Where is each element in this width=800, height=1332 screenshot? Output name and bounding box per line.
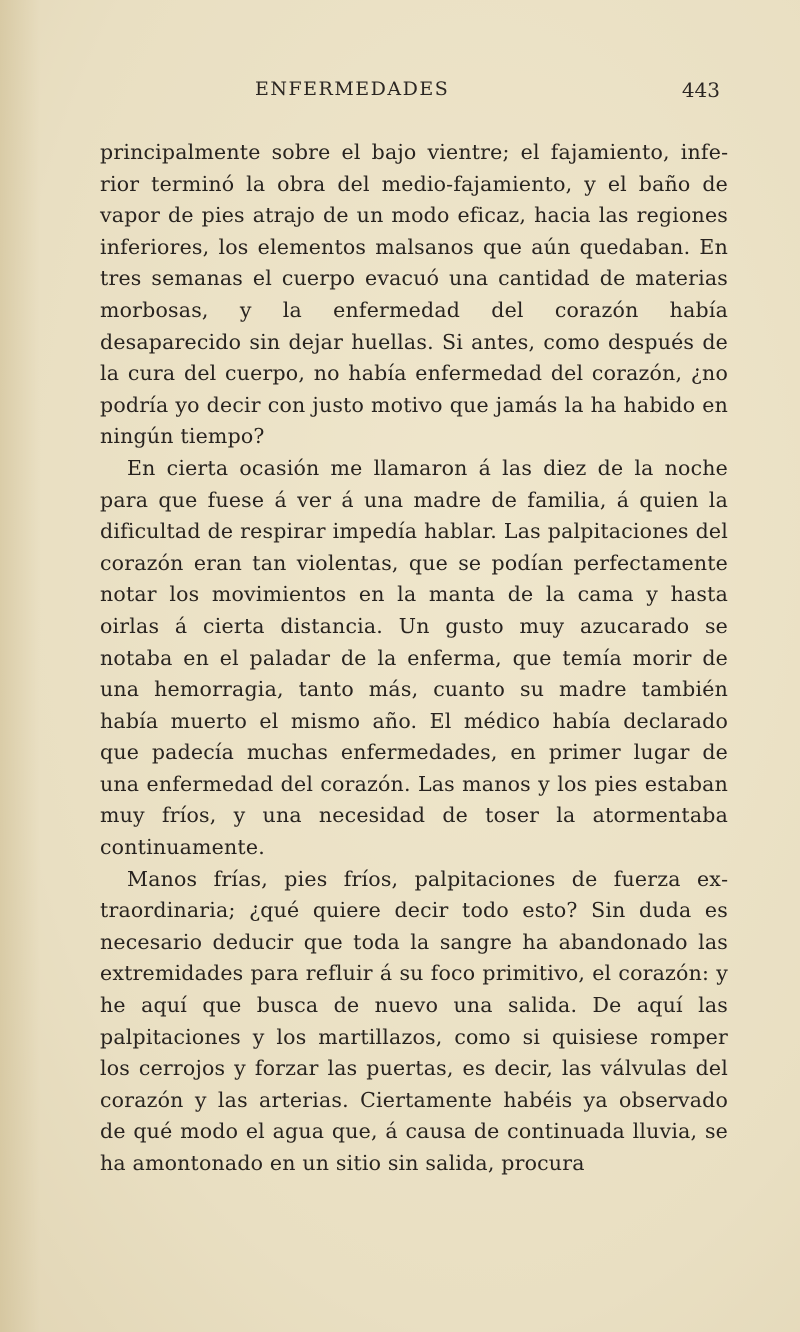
- paragraph-analysis: Manos frías, pies fríos, palpitaciones de fuerza extraordinaria; ¿qué quiere decir todo esto? Sin duda es necesario deducir que toda la sangre ha abandonado las extremidades para refluir á su foco primitivo, el corazón: y he aquí que busca de nuevo una salida. De aquí las palpitaciones y los martillazos, como si quisiese romper los cerrojos y forzar las puertas, es decir, las válvulas del corazón y las arterias. Ciertamente habéis ya observado de qué modo el agua que, á causa de continuada lluvia, se ha amontonado en un sitio sin salida, procura: [100, 866, 728, 1175]
- running-title: ENFERMEDADES: [255, 78, 450, 100]
- body-text: [100, 137, 728, 1180]
- paragraph-case-description: En cierta ocasión me llamaron á las diez de la noche para que fuese á ver á una madre de familia, á quien la dificultad de respirar impedía hablar. Las palpitaciones del corazón eran tan violentas, que se podían perfectamente notar los movimientos en la manta de la cama y hasta oirlas á cierta distancia. Un gusto muy azucarado se notaba en el paladar de la enferma, que temía morir de una hemorragia, tanto más, cuanto su madre también había muerto el mismo año. El médico había declarado que padecía muchas enfermedades, en primer lugar de una enfermedad del corazón. Las manos y los pies estaban muy fríos, y una necesidad de toser la atormentaba continuamente.: [100, 455, 728, 860]
- paragraph-continuation: principalmente sobre el bajo vientre; el fajamiento, inferior terminó la obra del medio-fajamiento, y el baño de vapor de pies atrajo de un modo eficaz, hacia las regiones inferiores, los elementos malsanos que aún quedaban. En tres semanas el cuerpo evacuó una cantidad de materias morbosas, y la enfermedad del corazón había desaparecido sin dejar huellas. Si antes, como después de la cura del cuerpo, no había enfermedad del corazón, ¿no podría yo decir con justo motivo que jamás la ha habido en ningún tiempo?: [100, 140, 728, 449]
- page-number: 443: [681, 78, 720, 102]
- page-header: [100, 78, 720, 108]
